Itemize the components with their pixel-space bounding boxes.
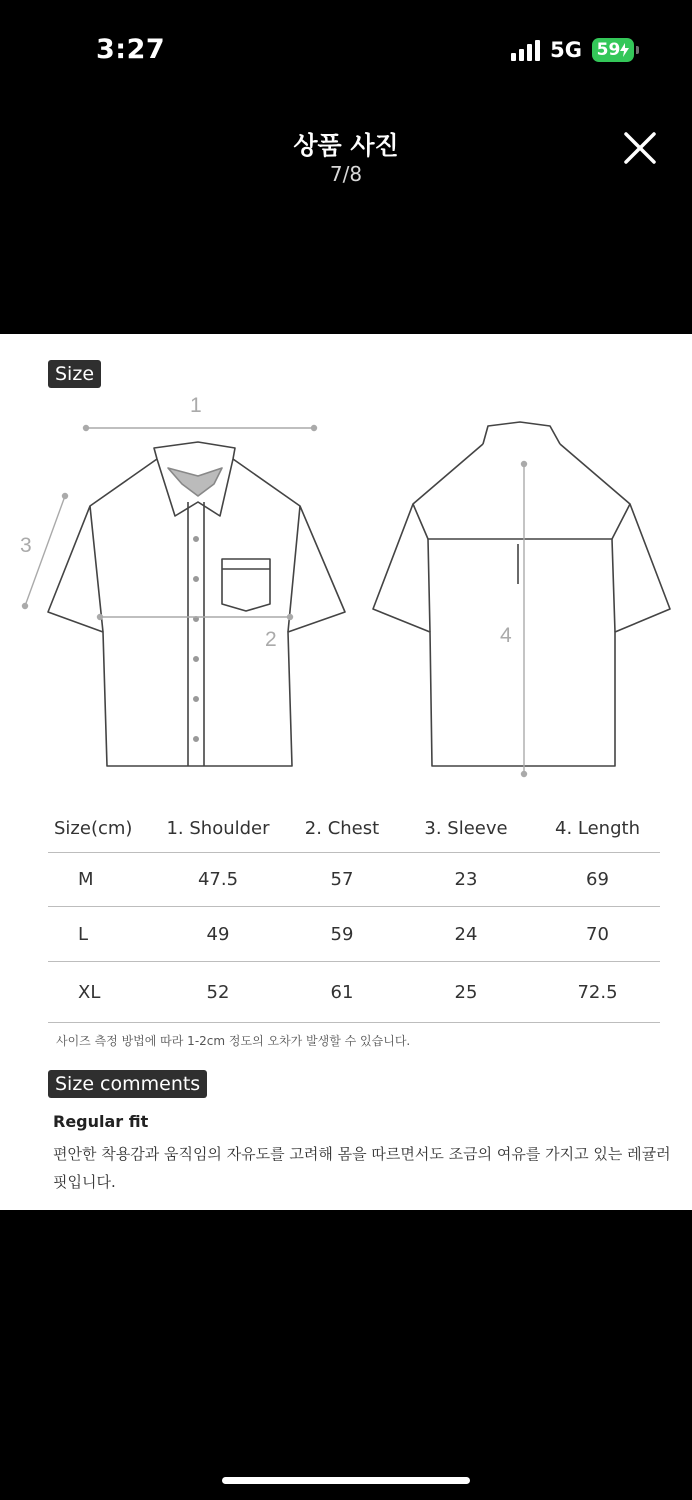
shirt-measurement-diagram [0, 384, 692, 804]
table-cell: 25 [397, 962, 535, 1023]
table-cell: XL [48, 962, 149, 1023]
battery-level: 59 [596, 40, 621, 60]
table-cell: 52 [149, 962, 287, 1023]
table-cell: 57 [287, 853, 397, 907]
size-comments-tag: Size comments [48, 1070, 207, 1098]
fit-title: Regular fit [53, 1112, 149, 1131]
marker-1: 1 [190, 394, 202, 417]
table-header-row [48, 804, 660, 853]
product-image[interactable] [0, 334, 692, 1210]
network-type: 5G [550, 38, 582, 62]
charging-bolt-icon [620, 43, 629, 57]
marker-2: 2 [265, 628, 277, 651]
back-shirt-outline [373, 444, 670, 766]
table-header: 3. Sleeve [424, 817, 508, 839]
table-cell: 59 [287, 907, 397, 962]
table-header: 4. Length [555, 817, 640, 839]
table-header: Size(cm) [54, 817, 133, 839]
measurement-note: 사이즈 측정 방법에 따라 1-2cm 정도의 오차가 발생할 수 있습니다. [56, 1034, 411, 1048]
table-header: 1. Shoulder [166, 817, 270, 839]
table-row [48, 907, 660, 962]
table-cell: 49 [149, 907, 287, 962]
status-time: 3:27 [96, 34, 166, 65]
table-cell: 47.5 [149, 853, 287, 907]
cellular-signal-icon [511, 39, 540, 61]
battery-charging-icon [592, 38, 634, 62]
marker-3: 3 [20, 534, 32, 557]
image-counter: 7/8 [329, 162, 363, 186]
close-button[interactable] [620, 128, 660, 168]
table-cell: L [48, 907, 149, 962]
page-title: 상품 사진 [293, 131, 399, 160]
table-cell: 61 [287, 962, 397, 1023]
size-table [48, 804, 660, 1023]
size-tag: Size [48, 360, 101, 388]
table-row [48, 962, 660, 1023]
close-icon [620, 128, 660, 168]
table-header: 2. Chest [304, 817, 380, 839]
home-indicator[interactable] [222, 1477, 470, 1484]
table-cell: M [48, 853, 149, 907]
marker-4: 4 [500, 624, 512, 647]
fit-description: 편안한 착용감과 움직임의 자유도를 고려해 몸을 따르면서도 조금의 여유를 가지고 있는 레귤러 핏입니다. [53, 1145, 671, 1191]
table-cell: 69 [535, 853, 660, 907]
table-cell: 24 [397, 907, 535, 962]
table-cell: 70 [535, 907, 660, 962]
front-shirt-outline [48, 459, 345, 766]
table-row [48, 853, 660, 907]
table-cell: 23 [397, 853, 535, 907]
status-indicators [511, 38, 634, 62]
table-cell: 72.5 [535, 962, 660, 1023]
